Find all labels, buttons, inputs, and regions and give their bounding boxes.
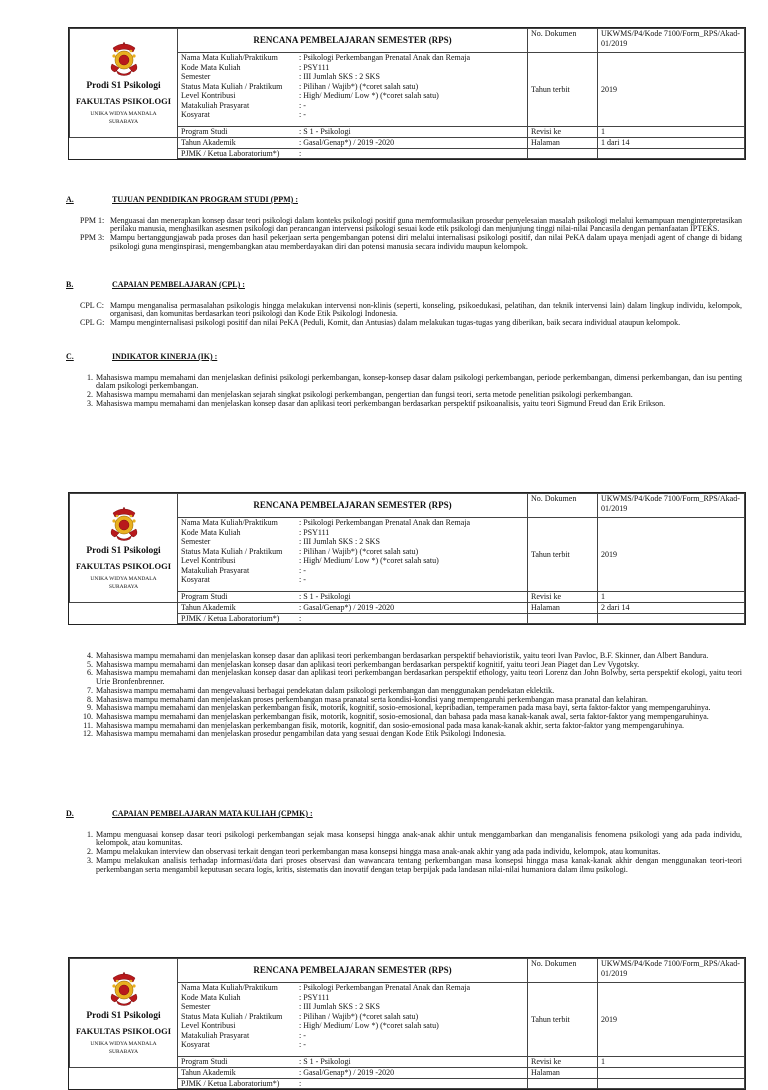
section-c-heading [66, 353, 742, 362]
university-line: UNIKA WIDYA MANDALA [90, 111, 157, 117]
section-letter: D. [66, 809, 74, 818]
ik-text: Mahasiswa mampu memahami dan menjelaskan konsep dasar dan aplikasi teori perkembangan berdasarkan perspektif behavioristik, yaitu teori Ivan Pavloc, B.F. Skinner, dan Albert Bandura. [96, 651, 709, 660]
course-field [181, 566, 524, 576]
revisi-label: Revisi ke [528, 1057, 598, 1068]
tahun-akademik-value: : Gasal/Genap*) / 2019 -2020 [299, 1068, 395, 1077]
course-field-label: Nama Mata Kuliah/Praktikum [181, 983, 278, 992]
ik-number: 8. [87, 694, 93, 704]
ik-text: Mahasiswa mampu memahami dan menjelaskan proses perkembangan masa pranatal serta kondisi-kondisi yang mempengaruhi perkembangan masa pranatal dan kelahiran. [96, 694, 648, 704]
section-d [66, 810, 742, 874]
ik-number: 12. [83, 729, 93, 739]
course-field-label: Nama Mata Kuliah/Praktikum [181, 53, 278, 62]
section-b-heading [66, 281, 742, 290]
no-dokumen-label: No. Dokumen [528, 29, 598, 53]
tahun-akademik-value: : Gasal/Genap*) / 2019 -2020 [299, 603, 395, 612]
cpmk-text: Mampu melakukan analisis terhadap informasi/data dari proses observasi dan wawancara tentang perkembangan masa konsepsi hingga masa kanak-kanak akhir dengan menggunakan teori-teori perkembangan serta mengambil keputusan secara logis, kritis, sistematis dan inovatif dengan tetap berpijak pada landasan nilai-nilai humaniora dalam ilmu psikologi. [96, 855, 742, 874]
ppm-item [66, 234, 742, 251]
course-fields [178, 518, 528, 592]
course-field-label: Nama Mata Kuliah/Praktikum [181, 518, 278, 527]
course-field-label: Status Mata Kuliah / Praktikum [181, 81, 283, 91]
ik-text: Mahasiswa mampu memahami dan menjelaskan definisi psikologi perkembangan, konsep-konsep dasar dalam psikologi perkembangan, periode perkembangan, dimensi perkembangan, dan isu penting dalam psikologi perkembangan. [96, 372, 742, 391]
logo-cell [70, 494, 178, 603]
document-title: RENCANA PEMBELAJARAN SEMESTER (RPS) [178, 959, 528, 983]
course-field-value: : - [299, 1040, 306, 1049]
course-field-value: : High/ Medium/ Low *) (*coret salah satu) [299, 556, 439, 565]
cpl-key: CPL G: [80, 318, 105, 328]
university-line: UNIKA WIDYA MANDALA [90, 1041, 157, 1047]
course-fields [178, 983, 528, 1057]
section-a-heading [66, 196, 742, 205]
prodi-label: Prodi S1 Psikologi [86, 81, 161, 91]
rps-header-2 [68, 492, 746, 625]
course-field-value: : PSY111 [299, 62, 330, 72]
tahun-terbit-label: Tahun terbit [528, 983, 598, 1057]
section-a [66, 196, 742, 252]
revisi-value: 1 [598, 127, 745, 138]
tahun-akademik-row [178, 603, 528, 614]
program-studi-row [178, 592, 528, 603]
course-field-value: : III Jumlah SKS : 2 SKS [299, 537, 380, 546]
course-field-label: Level Kontribusi [181, 91, 236, 100]
document-title: RENCANA PEMBELAJARAN SEMESTER (RPS) [178, 29, 528, 53]
halaman-label: Halaman [528, 603, 598, 614]
cpmk-text: Mampu melakukan interview dan observasi terkait dengan teori perkembangan masa konsepsi hingga masa anak-anak akhir yang ada pada individu, kelompok, atau komunitas. [96, 847, 661, 857]
course-fields [178, 53, 528, 127]
tahun-terbit-label: Tahun terbit [528, 518, 598, 592]
section-b [66, 281, 742, 328]
course-field-label: Matakuliah Prasyarat [181, 1030, 250, 1040]
course-field [181, 1040, 524, 1050]
course-field [181, 101, 524, 111]
halaman-label: Halaman [528, 1068, 598, 1079]
course-field-value: : PSY111 [299, 992, 330, 1002]
cpl-item [66, 319, 742, 328]
course-field-label: Status Mata Kuliah / Praktikum [181, 1011, 283, 1021]
course-field-label: Kosyarat [181, 110, 210, 119]
course-field [181, 82, 524, 92]
faculty-label: FAKULTAS PSIKOLOGI [75, 95, 172, 106]
course-field-value: : Psikologi Perkembangan Prenatal Anak dan Remaja [299, 983, 471, 992]
ik-text: Mahasiswa mampu memahami dan menjelaskan konsep dasar dan aplikasi teori perkembangan berdasarkan perspektif psikoanalisis, yaitu teori Sigmund Freud dan Erik Erikson. [96, 398, 666, 408]
ik-text: Mahasiswa mampu memahami dan mengevaluasi berbagai pendekatan dalam psikologi perkembangan dan menggunakan pendekatan eklektik. [96, 685, 555, 695]
course-field-label: Kosyarat [181, 1040, 210, 1049]
document-title: RENCANA PEMBELAJARAN SEMESTER (RPS) [178, 494, 528, 518]
course-field [181, 110, 524, 120]
ik-text: Mahasiswa mampu memahami dan menjelaskan prosedur pengambilan data yang sesuai dengan Kode Etik Psikologi Indonesia. [96, 729, 506, 739]
course-field-value: : High/ Medium/ Low *) (*coret salah satu) [299, 91, 439, 100]
ik-text: Mahasiswa mampu memahami dan menjelaskan konsep dasar dan aplikasi teori perkembangan berdasarkan perspektif ethology, yaitu teori Lorenz dan John Bolwby, serta perspektif ekologi, yaitu teori Urie Bronfenbrenner. [96, 668, 742, 687]
cpl-text: Mampu menginternalisasi psikologi positif dan nilai PeKA (Peduli, Komit, dan Antusias) dalam melakukan tugas-tugas yang diberikan, baik secara individual ataupun kelompok. [110, 318, 681, 328]
ppm-key: PPM 3: [80, 233, 105, 243]
pjmk-value: : [299, 148, 302, 158]
course-field [181, 983, 524, 993]
university-logo-icon [73, 505, 174, 543]
course-field-label: Kode Mata Kuliah [181, 62, 241, 72]
university-logo-icon [73, 40, 174, 78]
ik-number: 11. [83, 720, 93, 730]
tahun-terbit-value: 2019 [598, 53, 745, 127]
revisi-value: 1 [598, 592, 745, 603]
course-field [181, 53, 524, 63]
section-c-continued [66, 652, 742, 739]
section-letter: C. [66, 352, 74, 361]
ik-number: 9. [87, 703, 93, 713]
ik-item: 2. Mahasiswa mampu memahami dan menjelaskan sejarah singkat psikologi perkembangan, pengertian dan fungsi teori, serta metode penelitian psikologi perkembangan. [80, 391, 742, 400]
logo-cell [70, 959, 178, 1068]
pjmk-row [178, 613, 528, 624]
ppm-text: Menguasai dan menerapkan konsep dasar teori psikologi dalam konteks psikologi positif guna memformulasikan prosedur penyelesaian masalah psikologi melalui kemampuan menginterpretasikan perilaku manusia, menghasilkan asesmen psikologi dan perancangan intervensi psikologi sesuai kode etik psikologi dan menjunjung tinggi nilai-nilai Pancasila dengan pemanfaatan IPTEKS. [110, 215, 742, 234]
course-field-label: Semester [181, 72, 211, 81]
course-field-value: : - [299, 565, 306, 575]
cpl-key: CPL C: [80, 300, 104, 310]
ik-number: 6. [87, 668, 93, 678]
pjmk-label: PJMK / Ketua Laboratorium*) [181, 613, 280, 623]
course-field-value: : Psikologi Perkembangan Prenatal Anak dan Remaja [299, 518, 471, 527]
university-label [73, 575, 174, 591]
university-label [73, 1040, 174, 1056]
course-field-label: Semester [181, 1002, 211, 1011]
halaman-value: 1 dari 14 [598, 138, 745, 149]
tahun-akademik-row [178, 138, 528, 149]
course-field-value: : Pilihan / Wajib*) (*coret salah satu) [299, 81, 419, 91]
course-field-value: : Pilihan / Wajib*) (*coret salah satu) [299, 546, 419, 556]
ik-text: Mahasiswa mampu memahami dan menjelaskan sejarah singkat psikologi perkembangan, pengertian dan fungsi teori, serta metode penelitian psikologi perkembangan. [96, 390, 633, 400]
university-line: SURABAYA [108, 584, 139, 590]
prodi-label: Prodi S1 Psikologi [86, 1011, 161, 1021]
course-field [181, 1012, 524, 1022]
pjmk-label: PJMK / Ketua Laboratorium*) [181, 148, 280, 158]
section-letter: B. [66, 280, 74, 289]
course-field [181, 537, 524, 547]
tahun-terbit-label: Tahun terbit [528, 53, 598, 127]
course-field-value: : Pilihan / Wajib*) (*coret salah satu) [299, 1011, 419, 1021]
course-field [181, 575, 524, 585]
section-title: TUJUAN PENDIDIKAN PROGRAM STUDI (PPM) : [112, 195, 298, 204]
course-field-label: Semester [181, 537, 211, 546]
university-line: SURABAYA [108, 1049, 139, 1055]
faculty-label: FAKULTAS PSIKOLOGI [75, 1025, 172, 1036]
no-dokumen-label: No. Dokumen [528, 494, 598, 518]
halaman-value: 2 dari 14 [598, 603, 745, 614]
course-field [181, 1002, 524, 1012]
revisi-label: Revisi ke [528, 127, 598, 138]
cpl-text: Mampu menganalisa permasalahan psikologis hingga melakukan intervensi non-klinis (seperti, konseling, psikoedukasi, pelatihan, dan teknik intervensi lain) dalam lingkup individu, kelompok, organisasi, dan komunitas berdasarkan teori psikologi dan Kode Etik Psikologi Indonesia. [110, 300, 742, 319]
ik-item [80, 669, 742, 686]
pjmk-value: : [299, 1078, 302, 1088]
course-field-label: Matakuliah Prasyarat [181, 100, 250, 110]
no-dokumen-value: UKWMS/P4/Kode 7100/Form_RPS/Akad-01/2019 [598, 959, 745, 983]
ik-text: Mahasiswa mampu memahami dan menjelaskan konsep dasar dan aplikasi teori perkembangan berdasarkan perspektif kognitif, yaitu teori Jean Piaget dan Lev Vygotsky. [96, 659, 640, 669]
program-studi-label: Program Studi [181, 127, 228, 136]
university-line: SURABAYA [108, 119, 139, 125]
program-studi-value: : S 1 - Psikologi [299, 1057, 351, 1066]
rps-header-1 [68, 27, 746, 160]
faculty-label: FAKULTAS PSIKOLOGI [75, 560, 172, 571]
ppm-key: PPM 1: [80, 215, 105, 225]
ik-item: 3. Mahasiswa mampu memahami dan menjelaskan konsep dasar dan aplikasi teori perkembangan berdasarkan perspektif psikoanalisis, yaitu teori Sigmund Freud dan Erik Erikson. [80, 400, 742, 409]
section-title: CAPAIAN PEMBELAJARAN MATA KULIAH (CPMK) : [112, 809, 313, 818]
no-dokumen-label: No. Dokumen [528, 959, 598, 983]
ppm-text: Mampu bertanggungjawab pada proses dan hasil pekerjaan serta pengembangan potensi diri melalui internalisasi psikologi positif, dan nilai PeKA dalam upaya menjadi agent of change di bidang psikologi guna menginspirasi, mengembangkan atau memberdayakan diri dan potensi manusia secara individu maupun kelompok. [110, 233, 742, 251]
course-field [181, 518, 524, 528]
course-field-value: : III Jumlah SKS : 2 SKS [299, 1002, 380, 1011]
revisi-value: 1 [598, 1057, 745, 1068]
ik-number: 10. [83, 711, 93, 721]
program-studi-label: Program Studi [181, 1057, 228, 1066]
pjmk-row [178, 148, 528, 159]
course-field-label: Kosyarat [181, 575, 210, 584]
halaman-value [598, 1068, 745, 1079]
section-d-heading [66, 810, 742, 819]
university-logo-icon [73, 970, 174, 1008]
ik-text: Mahasiswa mampu memahami dan menjelaskan perkembangan fisik, motorik, kognitif, sosio-emosional, kepribadian, temperamen pada masa bayi, serta faktor-faktor yang mempengaruhinya. [96, 703, 711, 713]
tahun-akademik-label: Tahun Akademik [181, 138, 236, 147]
cpmk-item: 3. Mampu melakukan analisis terhadap informasi/data dari proses observasi dan wawancara tentang perkembangan masa konsepsi hingga masa kanak-kanak akhir dengan menggunakan teori-teori perkembangan serta mengambil keputusan secara logis, kritis, sistematis dan inovatif dengan tetap berpijak pada landasan nilai-nilai humaniora dalam ilmu psikologi. [87, 855, 742, 874]
university-line: UNIKA WIDYA MANDALA [90, 576, 157, 582]
tahun-akademik-row [178, 1068, 528, 1079]
course-field [181, 1031, 524, 1041]
revisi-label: Revisi ke [528, 592, 598, 603]
cpmk-item: 1. Mampu menguasai konsep dasar teori psikologi perkembangan sejak masa konsepsi hingga anak-anak akhir untuk menggambarkan dan menganalisis fenomena psikologi yang ada pada individu, kelompok, atau komunitas. [87, 829, 742, 848]
ik-text: Mahasiswa mampu memahami dan menjelaskan perkembangan fisik, motorik, kognitif, dan sosio-emosional pada masa kanak-kanak akhir, serta faktor-faktor yang mempengaruhinya. [96, 720, 685, 730]
course-field [181, 547, 524, 557]
ik-item: 1. Mahasiswa mampu memahami dan menjelaskan definisi psikologi perkembangan, konsep-konsep dasar dalam psikologi perkembangan, periode perkembangan, dimensi perkembangan, dan isu penting dalam psikologi perkembangan. [87, 372, 742, 391]
course-field-label: Kode Mata Kuliah [181, 527, 241, 537]
course-field-value: : PSY111 [299, 527, 330, 537]
course-field-value: : - [299, 1030, 306, 1040]
tahun-terbit-value: 2019 [598, 983, 745, 1057]
program-studi-value: : S 1 - Psikologi [299, 592, 351, 601]
no-dokumen-value: UKWMS/P4/Kode 7100/Form_RPS/Akad-01/2019 [598, 494, 745, 518]
university-label [73, 110, 174, 126]
course-field-value: : - [299, 575, 306, 584]
course-field-label: Kode Mata Kuliah [181, 992, 241, 1002]
pjmk-row [178, 1078, 528, 1089]
course-field-value: : High/ Medium/ Low *) (*coret salah satu) [299, 1021, 439, 1030]
pjmk-value: : [299, 613, 302, 623]
tahun-akademik-label: Tahun Akademik [181, 1068, 236, 1077]
ik-number: 4. [87, 651, 93, 660]
ik-item [80, 730, 742, 739]
course-field-value: : - [299, 110, 306, 119]
program-studi-row [178, 1057, 528, 1068]
pjmk-label: PJMK / Ketua Laboratorium*) [181, 1078, 280, 1088]
tahun-akademik-label: Tahun Akademik [181, 603, 236, 612]
course-field-label: Level Kontribusi [181, 1021, 236, 1030]
no-dokumen-value: UKWMS/P4/Kode 7100/Form_RPS/Akad-01/2019 [598, 29, 745, 53]
logo-cell [70, 29, 178, 138]
program-studi-label: Program Studi [181, 592, 228, 601]
course-field-value: : III Jumlah SKS : 2 SKS [299, 72, 380, 81]
ppm-item [66, 217, 742, 234]
section-c [66, 353, 742, 409]
section-letter: A. [66, 195, 74, 204]
tahun-akademik-value: : Gasal/Genap*) / 2019 -2020 [299, 138, 395, 147]
course-field [181, 993, 524, 1003]
cpmk-text: Mampu menguasai konsep dasar teori psikologi perkembangan sejak masa konsepsi hingga anak-anak akhir untuk menggambarkan dan menganalisis fenomena psikologi yang ada pada individu, kelompok, atau komunitas. [96, 829, 742, 848]
course-field [181, 556, 524, 566]
course-field [181, 63, 524, 73]
course-field [181, 72, 524, 82]
section-title: CAPAIAN PEMBELAJARAN (CPL) : [112, 280, 245, 289]
section-title: INDIKATOR KINERJA (IK) : [112, 352, 218, 361]
ik-text: Mahasiswa mampu memahami dan menjelaskan perkembangan fisik, motorik, kognitif, sosio-emosional, dan bahasa pada masa kanak-kanak awal, serta faktor-faktor yang mempengaruhinya. [96, 711, 709, 721]
course-field-value: : Psikologi Perkembangan Prenatal Anak dan Remaja [299, 53, 471, 62]
halaman-label: Halaman [528, 138, 598, 149]
tahun-terbit-value: 2019 [598, 518, 745, 592]
cpl-item [66, 302, 742, 319]
course-field-label: Level Kontribusi [181, 556, 236, 565]
cpmk-item: 2. Mampu melakukan interview dan observasi terkait dengan teori perkembangan masa konsepsi hingga masa anak-anak akhir yang ada pada individu, kelompok, atau komunitas. [80, 848, 742, 857]
prodi-label: Prodi S1 Psikologi [86, 546, 161, 556]
course-field-label: Matakuliah Prasyarat [181, 565, 250, 575]
ik-number: 7. [87, 685, 93, 695]
program-studi-row [178, 127, 528, 138]
course-field-label: Status Mata Kuliah / Praktikum [181, 546, 283, 556]
course-field [181, 91, 524, 101]
course-field [181, 1021, 524, 1031]
course-field [181, 528, 524, 538]
ik-number: 5. [87, 659, 93, 669]
program-studi-value: : S 1 - Psikologi [299, 127, 351, 136]
course-field-value: : - [299, 100, 306, 110]
